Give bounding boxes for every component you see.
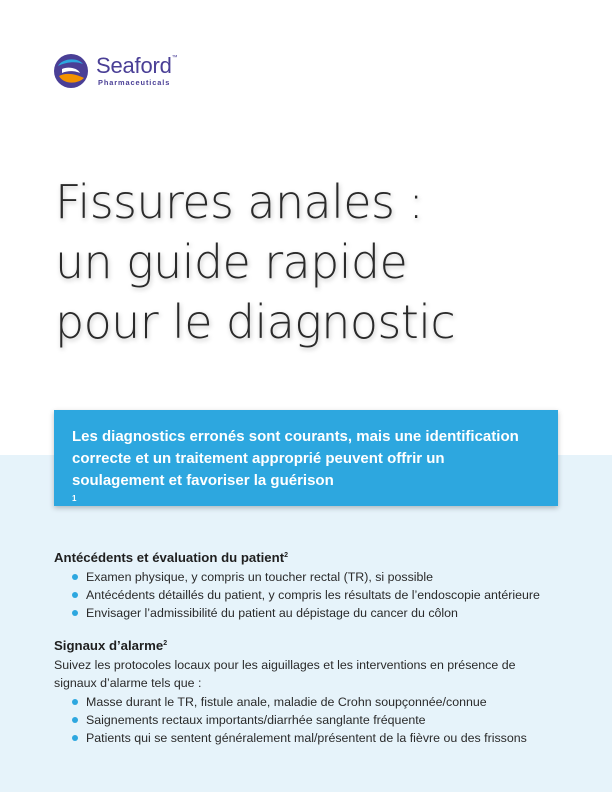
alarm-section <box>54 637 574 747</box>
alarm-heading: Signaux d’alarme$^2$ <box>54 638 168 653</box>
alarm-intro-line-1: Suivez les protocoles locaux pour les aiguillages et les interventions en présence de <box>54 658 516 672</box>
title-line-1: Fissures anales : <box>55 175 424 229</box>
title-line-3: pour le diagnostic <box>55 295 456 349</box>
list-item: Masse durant le TR, fistule anale, maladie de Crohn soupçonnée/connue <box>54 693 574 711</box>
alarm-list <box>54 693 574 747</box>
seaford-s-icon <box>52 52 90 90</box>
list-item: Patients qui se sentent généralement mal/présentent de la fièvre ou des frissons <box>54 729 574 747</box>
history-reference: 2 <box>284 552 288 559</box>
bullet-icon <box>72 699 78 705</box>
bullet-icon <box>72 592 78 598</box>
bullet-icon <box>72 717 78 723</box>
brand-name: Seaford™ <box>96 53 178 79</box>
alarm-intro-line-2: signaux d’alarme tels que : <box>54 676 202 690</box>
bullet-icon <box>72 735 78 741</box>
bullet-icon <box>72 574 78 580</box>
brand-wordmark <box>96 55 177 86</box>
key-message-callout <box>54 410 558 506</box>
callout-line-3: soulagement et favoriser la guérison $^1$ <box>72 472 334 503</box>
alarm-intro <box>54 656 574 692</box>
brand-subtitle: Pharmaceuticals <box>98 78 171 88</box>
history-list <box>54 568 574 622</box>
brand-logo <box>52 52 177 90</box>
callout-reference: 1 <box>72 494 77 503</box>
history-heading: Antécédents et évaluation du patient$^2$ <box>54 550 288 565</box>
page-title <box>55 172 575 352</box>
list-item: Examen physique, y compris un toucher rectal (TR), si possible <box>54 568 574 586</box>
list-item: Antécédents détaillés du patient, y compris les résultats de l’endoscopie antérieure <box>54 586 574 604</box>
list-item: Envisager l’admissibilité du patient au dépistage du cancer du côlon <box>54 604 574 622</box>
callout-line-1: Les diagnostics erronés sont courants, mais une identification <box>72 428 519 445</box>
callout-line-2: correcte et un traitement approprié peuvent offrir un <box>72 450 445 467</box>
bullet-icon <box>72 610 78 616</box>
title-line-2: un guide rapide <box>55 235 408 289</box>
alarm-reference: 2 <box>163 640 168 647</box>
list-item: Saignements rectaux importants/diarrhée sanglante fréquente <box>54 711 574 729</box>
history-section <box>54 549 574 622</box>
trademark-symbol: ™ <box>171 55 178 62</box>
